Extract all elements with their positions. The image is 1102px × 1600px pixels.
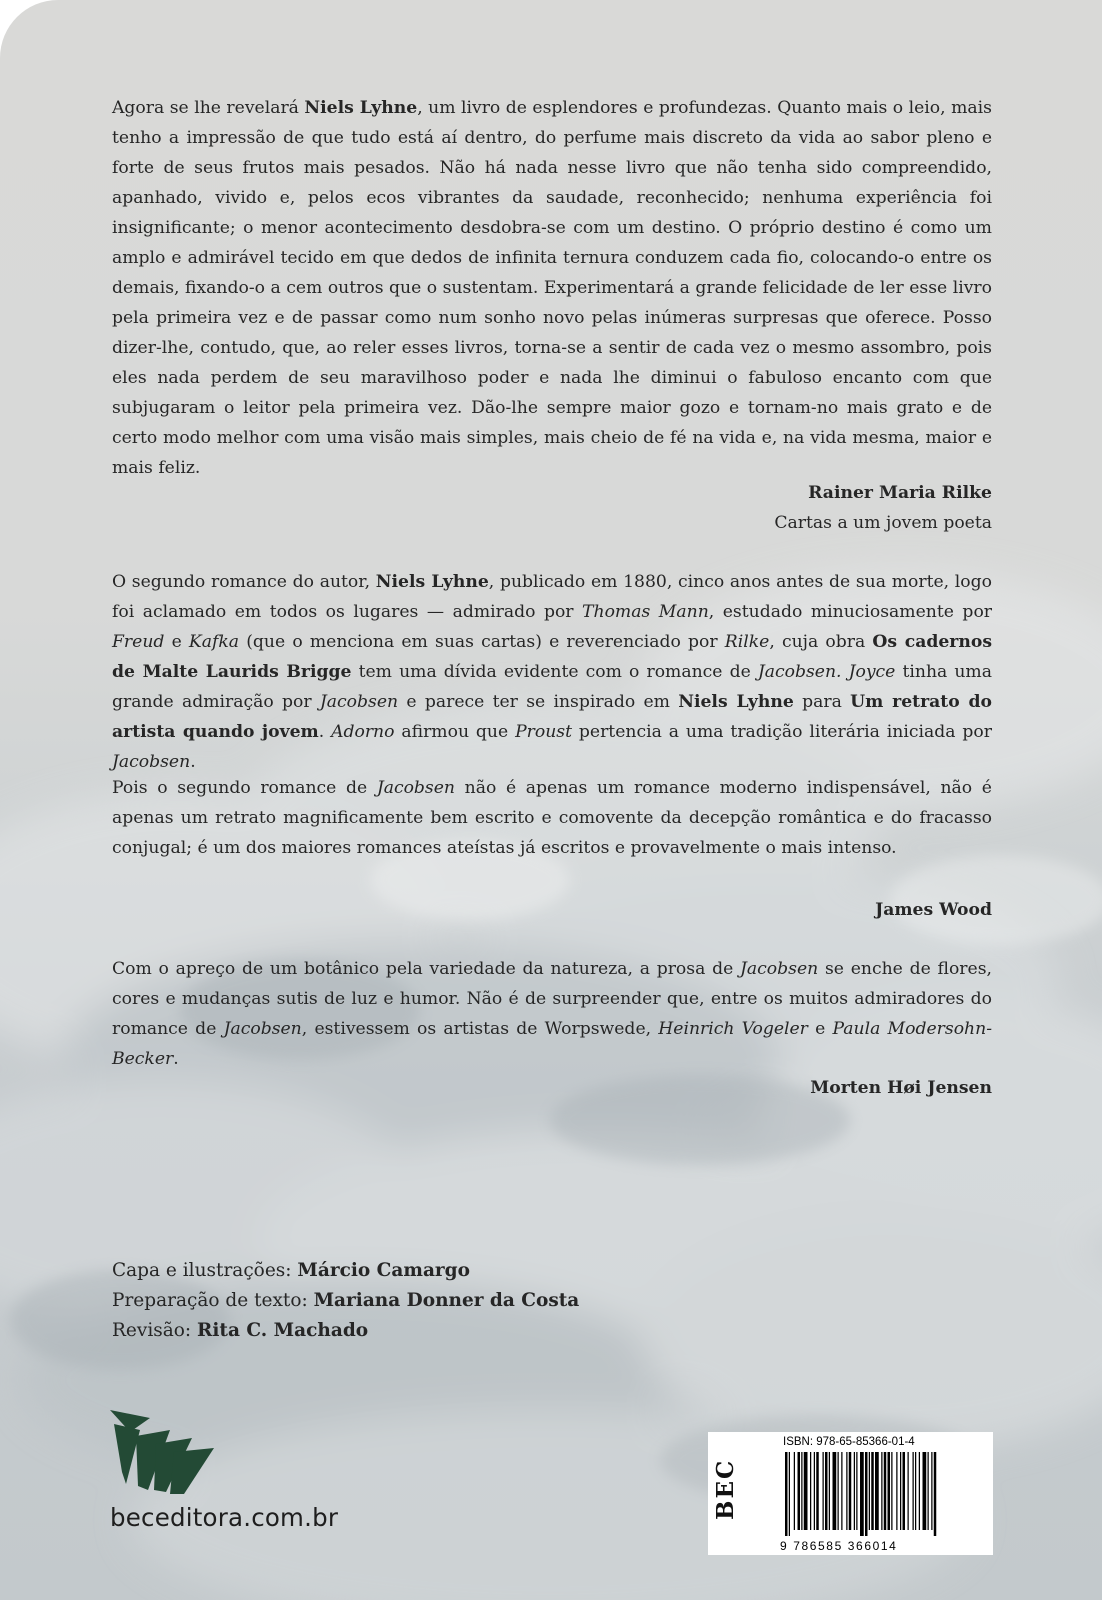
barcode-bar bbox=[810, 1452, 811, 1530]
credit-review-name: Rita C. Machado bbox=[197, 1320, 369, 1341]
barcode-bar bbox=[849, 1452, 852, 1530]
barcode-bar bbox=[814, 1452, 815, 1530]
attribution-wood bbox=[875, 895, 992, 925]
text-run: e bbox=[164, 632, 189, 652]
text-run: Com o apreço de um botânico pela variedade da natureza, a prosa de bbox=[112, 959, 741, 979]
barcode-bar bbox=[903, 1452, 906, 1530]
barcode-icon bbox=[785, 1452, 985, 1536]
text-run: pertencia a uma tradição literária iniciada por bbox=[572, 722, 992, 742]
barcode-bar bbox=[794, 1452, 795, 1530]
barcode-bar bbox=[804, 1452, 808, 1530]
text-run: . bbox=[318, 722, 332, 742]
text-run: Niels Lyhne bbox=[304, 98, 418, 118]
barcode-bar bbox=[865, 1452, 868, 1536]
barcode-bar bbox=[838, 1452, 839, 1530]
barcode-bar bbox=[846, 1452, 847, 1530]
text-run: tinha uma grande admiração por bbox=[112, 662, 992, 712]
attribution-rilke-name: Rainer Maria Rilke bbox=[808, 483, 992, 503]
isbn-digits: 9 786585 366014 bbox=[780, 1539, 898, 1553]
barcode-bar bbox=[888, 1452, 891, 1530]
text-run: Jacobsen. Joyce bbox=[757, 662, 896, 682]
credit-prep-name: Mariana Donner da Costa bbox=[313, 1290, 580, 1311]
barcode-bar bbox=[829, 1452, 830, 1530]
text-run: Kafka bbox=[188, 632, 240, 652]
text-run: para bbox=[793, 692, 851, 712]
barcode-bar bbox=[896, 1452, 897, 1530]
barcode-bar bbox=[931, 1452, 932, 1530]
rilke-quote-paragraph bbox=[112, 93, 992, 483]
text-run: Pois o segundo romance de bbox=[112, 778, 377, 798]
barcode-bar bbox=[919, 1452, 920, 1530]
credit-review bbox=[112, 1316, 579, 1346]
text-run: Os cadernos de Malte Laurids Brigge bbox=[112, 632, 992, 682]
text-run: Thomas Mann bbox=[582, 602, 709, 622]
jensen-quote-paragraph bbox=[112, 954, 992, 1074]
attribution-rilke bbox=[774, 478, 992, 538]
text-run: afirmou que bbox=[394, 722, 516, 742]
barcode-bar bbox=[908, 1452, 909, 1530]
barcode-bar bbox=[875, 1452, 879, 1530]
wood-quote-paragraph-1 bbox=[112, 567, 992, 777]
text-run: tem uma dívida evidente com o romance de bbox=[351, 662, 758, 682]
text-run: Jacobsen bbox=[740, 959, 819, 979]
text-run: Jacobsen bbox=[112, 752, 191, 772]
imprint-mark: BEC bbox=[712, 1458, 739, 1520]
text-run: Rilke bbox=[724, 632, 770, 652]
barcode-bar bbox=[934, 1452, 937, 1536]
attribution-jensen-name: Morten Høi Jensen bbox=[810, 1078, 992, 1098]
text-run: Agora se lhe revelará bbox=[112, 98, 305, 118]
text-run: O segundo romance do autor, bbox=[112, 572, 376, 592]
barcode-bar bbox=[785, 1452, 788, 1536]
text-run: e bbox=[807, 1019, 833, 1039]
text-run: (que o menciona em suas cartas) e reverenciado por bbox=[239, 632, 725, 652]
text-run: se enche de flores, cores e mudanças sutis de luz e humor. Não é de surpreender que, entre os muitos admiradores do romance de bbox=[112, 959, 992, 1039]
barcode-bar bbox=[871, 1452, 874, 1530]
text-run: Heinrich Vogeler bbox=[658, 1019, 808, 1039]
credits-block bbox=[112, 1256, 579, 1346]
credit-prep-label: Preparação de texto: bbox=[112, 1290, 314, 1311]
barcode-bar bbox=[915, 1452, 916, 1530]
barcode-bar bbox=[854, 1452, 855, 1530]
credit-cover bbox=[112, 1256, 579, 1286]
text-run: , cuja obra bbox=[769, 632, 873, 652]
text-run: , publicado em 1880, cinco anos antes de sua morte, logo foi aclamado em todos os lugares — admirado por bbox=[112, 572, 993, 622]
text-run: Jacobsen bbox=[376, 778, 455, 798]
barcode-bar bbox=[833, 1452, 837, 1530]
barcode-bar bbox=[881, 1452, 882, 1530]
credit-prep bbox=[112, 1286, 579, 1316]
text-run: , um livro de esplendores e profundezas. Quanto mais o leio, mais tenho a impressão de que tudo está aí dentro, do perfume mais discreto da vida ao sabor pleno e forte de seus frutos mais pesados. Não há nada nesse livro que não tenha sido compreendido, apanhado, vivido e, pelos ecos vibrantes da saudade, reconhecido; nenhuma experiência foi insignificante; o menor acontecimento desdobra-se com um destino. O próprio destino é como um amplo e admirável tecido em que dedos de infinita ternura conduzem cada fio, colocando-o entre os demais, fixando-o a cem outros que o sustentam. Experimentará a grande felicidade de ler esse livro pela primeira vez e de passar como num sonho novo pelas inúmeras surpresas que oferece. Posso dizer-lhe, contudo, que, ao reler esses livros, torna-se a sentir de cada vez o mesmo assombro, pois eles nada perdem de seu maravilhoso poder e nada lhe diminui o fabuloso encanto com que subjugaram o leitor pela primeira vez. Dão-lhe sempre maior gozo e tornam-no mais grato e de certo modo melhor com uma visão mais simples, mais cheio de fé na vida e, na vida mesma, maior e mais feliz. bbox=[112, 98, 992, 478]
text-run: . bbox=[190, 752, 196, 772]
barcode-bar bbox=[856, 1452, 857, 1530]
text-run: , estivessem os artistas de Worpswede, bbox=[301, 1019, 659, 1039]
isbn-barcode-box bbox=[708, 1432, 993, 1555]
text-run: Jacobsen bbox=[319, 692, 399, 712]
text-run: Niels Lyhne bbox=[375, 572, 489, 592]
credit-cover-name: Márcio Camargo bbox=[297, 1260, 470, 1281]
barcode-bar bbox=[798, 1452, 801, 1530]
barcode-bar bbox=[841, 1452, 842, 1530]
text-run: Proust bbox=[515, 722, 573, 742]
barcode-bar bbox=[923, 1452, 927, 1530]
barcode-bar bbox=[801, 1452, 802, 1530]
text-run: Um retrato do artista quando jovem bbox=[112, 692, 992, 742]
text-run: . bbox=[173, 1049, 179, 1069]
text-run: e parece ter se inspirado em bbox=[398, 692, 679, 712]
barcode-bar bbox=[816, 1452, 819, 1530]
publisher-website[interactable]: beceditora.com.br bbox=[110, 1503, 339, 1532]
barcode-bar bbox=[913, 1452, 914, 1530]
attribution-rilke-work: Cartas a um jovem poeta bbox=[774, 513, 992, 533]
barcode-bar bbox=[900, 1452, 901, 1530]
text-run: Jacobsen bbox=[223, 1019, 302, 1039]
barcode-bar bbox=[869, 1452, 870, 1530]
text-run: não é apenas um romance moderno indispensável, não é apenas um retrato magnificamente bem escrito e comovente da decepção romântica e do fracasso conjugal; é um dos maiores romances ateístas já escritos e provavelmente o mais intenso. bbox=[112, 778, 992, 858]
text-run: Niels Lyhne bbox=[678, 692, 794, 712]
text-run: , estudado minuciosamente por bbox=[708, 602, 993, 622]
barcode-bar bbox=[825, 1452, 828, 1530]
attribution-wood-name: James Wood bbox=[875, 900, 992, 920]
wood-quote-paragraph-2 bbox=[112, 773, 992, 863]
text-run: Paula Modersohn-Becker bbox=[112, 1019, 992, 1069]
barcode-bar bbox=[823, 1452, 824, 1530]
barcode-bar bbox=[891, 1452, 892, 1530]
barcode-bar bbox=[860, 1452, 864, 1536]
attribution-jensen bbox=[810, 1073, 992, 1103]
credit-review-label: Revisão: bbox=[112, 1320, 198, 1341]
publisher-logo-icon bbox=[110, 1410, 215, 1496]
barcode-bar bbox=[928, 1452, 929, 1530]
text-run: Adorno bbox=[331, 722, 395, 742]
isbn-label: ISBN: 978-65-85366-01-4 bbox=[783, 1436, 915, 1448]
barcode-bar bbox=[884, 1452, 887, 1530]
credit-cover-label: Capa e ilustrações: bbox=[112, 1260, 298, 1281]
barcode-bar bbox=[789, 1452, 790, 1536]
text-run: Freud bbox=[112, 632, 165, 652]
